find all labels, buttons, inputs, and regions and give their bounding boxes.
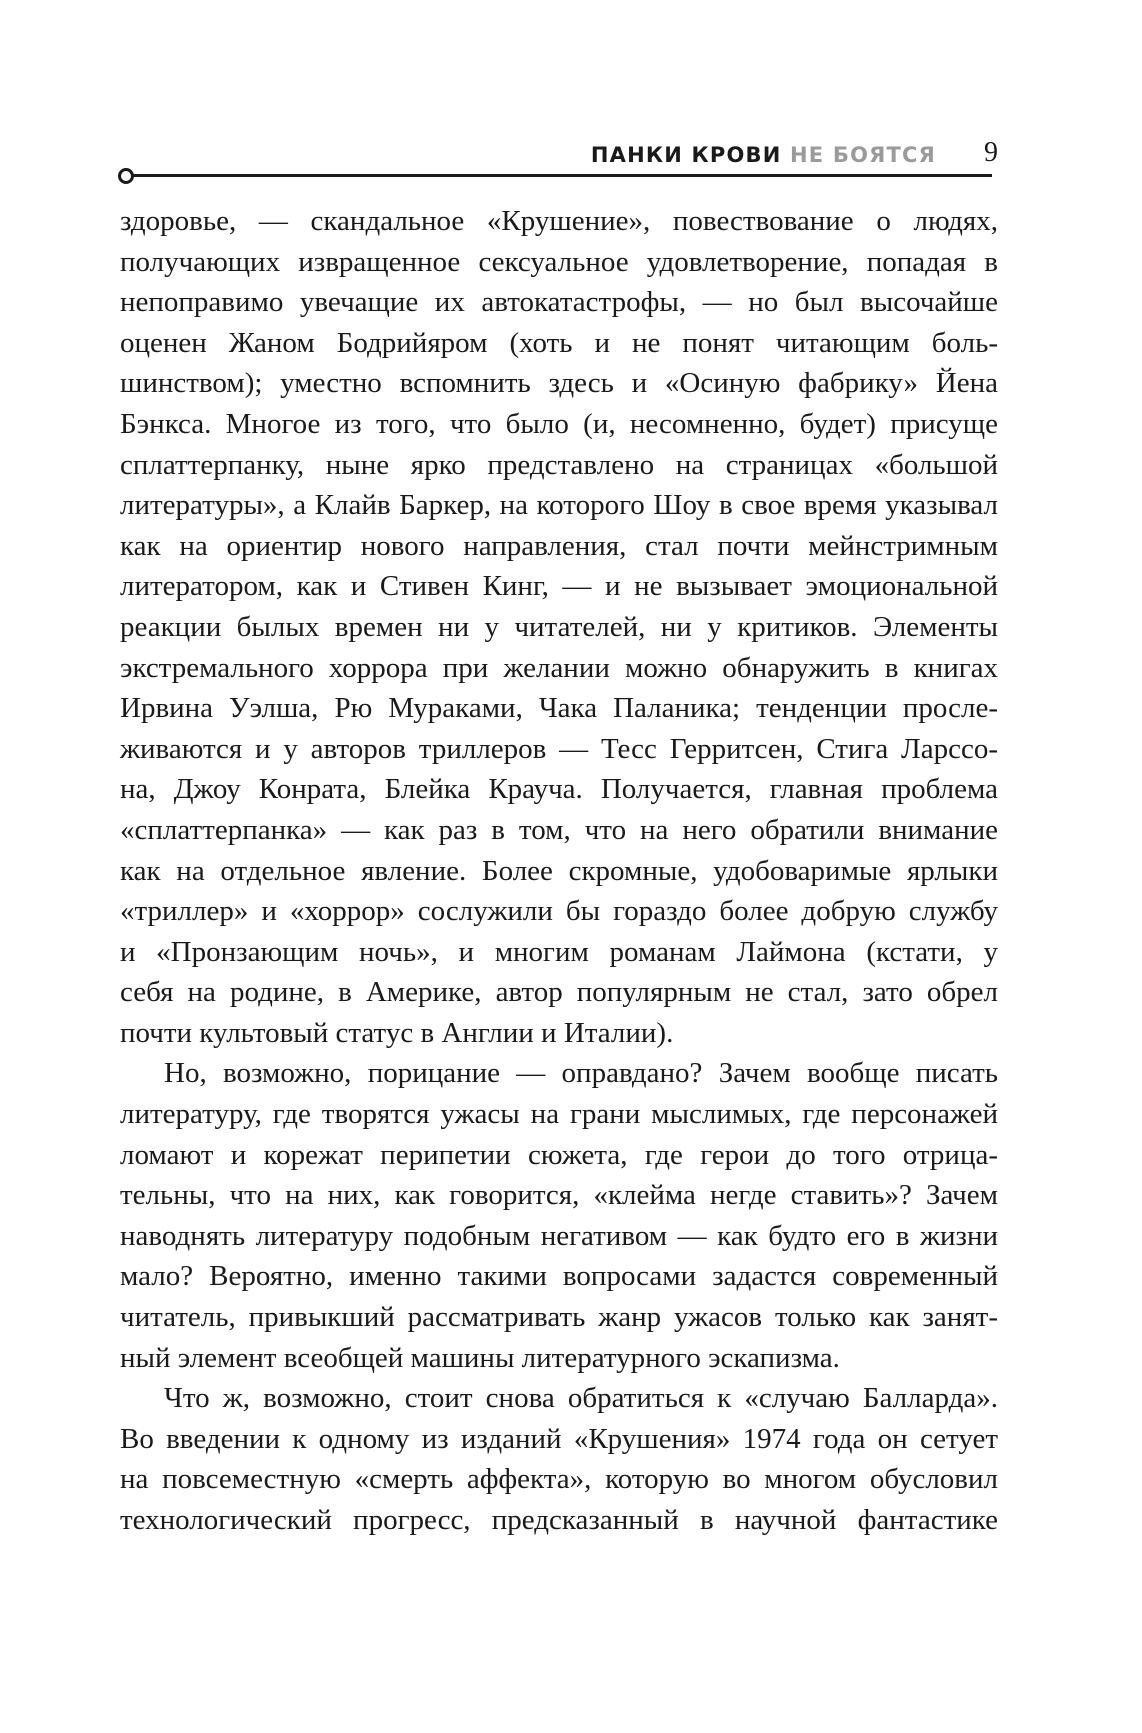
text-line: как на отдельное явление. Более скромные, удобоваримые ярлыки	[120, 854, 998, 887]
text-line-paragraph-start: Но, возможно, порицание — оправдано? Зачем вообще писать	[164, 1057, 998, 1090]
text-line: на повсеместную «смерть аффекта», которую во многом обусловил	[120, 1463, 998, 1496]
text-line: как на ориентир нового направления, стал почти мейнстримным	[120, 529, 998, 562]
text-line: литературу, где творятся ужасы на грани мыслимых, где персонажей	[120, 1098, 998, 1131]
text-line: мало? Вероятно, именно такими вопросами задастся современный	[120, 1260, 998, 1293]
text-line: «сплаттерпанка» — как раз в том, что на него обратили внимание	[120, 813, 998, 846]
running-title-main: ПАНКИ КРОВИ	[590, 143, 782, 167]
text-line: Во введении к одному из изданий «Крушения» 1974 года он сетует	[120, 1422, 998, 1455]
text-line: ломают и корежат перипетии сюжета, где герои до того отрица-	[120, 1138, 998, 1171]
text-line: читатель, привыкший рассматривать жанр ужасов только как занят-	[120, 1301, 998, 1334]
text-line-paragraph-start: Что ж, возможно, стоит снова обратиться к «случаю Балларда».	[164, 1382, 998, 1415]
header-rule	[128, 174, 992, 177]
text-line: и «Пронзающим ночь», и многим романам Лаймона (кстати, у	[120, 935, 998, 968]
text-line: сплаттерпанку, ныне ярко представлено на страницах «большой	[120, 448, 998, 481]
text-line: на, Джоу Конрата, Блейка Крауча. Получается, главная проблема	[120, 773, 998, 806]
text-line: живаются и у авторов триллеров — Тесс Герритсен, Стига Ларссо-	[120, 732, 998, 765]
running-header	[118, 135, 998, 185]
text-line: ный элемент всеобщей машины литературного эскапизма.	[120, 1341, 840, 1374]
text-line: технологический прогресс, предсказанный в научной фантастике	[120, 1504, 998, 1536]
text-line: почти культовый статус в Англии и Италии).	[120, 1016, 674, 1049]
text-line: «триллер» и «хоррор» сослужили бы гораздо более добрую службу	[120, 895, 998, 928]
text-line: здоровье, — скандальное «Крушение», повествование о людях,	[120, 205, 998, 237]
text-line: литератором, как и Стивен Кинг, — и не вызывает эмоциональной	[120, 570, 998, 603]
running-title	[591, 143, 936, 167]
text-line: оценен Жаном Бодрийяром (хоть и не понят читающим боль-	[120, 326, 998, 359]
page-number: 9	[984, 137, 998, 168]
body-text	[120, 201, 998, 1541]
text-line: получающих извращенное сексуальное удовлетворение, попадая в	[120, 245, 998, 278]
text-line: реакции былых времен ни у читателей, ни у критиков. Элементы	[120, 610, 998, 643]
text-line: непоправимо увечащие их автокатастрофы, — но был высочайше	[120, 286, 998, 319]
text-line: Ирвина Уэлша, Рю Мураками, Чака Паланика; тенденции просле-	[120, 692, 998, 725]
text-line: экстремального хоррора при желании можно обнаружить в книгах	[120, 651, 998, 684]
running-title-faded: НЕ БОЯТСЯ	[790, 143, 936, 167]
header-rule-circle-ornament	[118, 168, 134, 184]
text-line: литературы», а Клайв Баркер, на которого Шоу в свое время указывал	[120, 489, 998, 522]
text-line: наводнять литературу подобным негативом — как будто его в жизни	[120, 1219, 998, 1252]
text-line: тельны, что на них, как говорится, «клейма негде ставить»? Зачем	[120, 1179, 998, 1212]
text-line: шинством); уместно вспомнить здесь и «Осиную фабрику» Йена	[120, 367, 998, 400]
text-line: Бэнкса. Многое из того, что было (и, несомненно, будет) присуще	[120, 407, 998, 440]
text-line: себя на родине, в Америке, автор популярным не стал, зато обрел	[120, 976, 998, 1009]
